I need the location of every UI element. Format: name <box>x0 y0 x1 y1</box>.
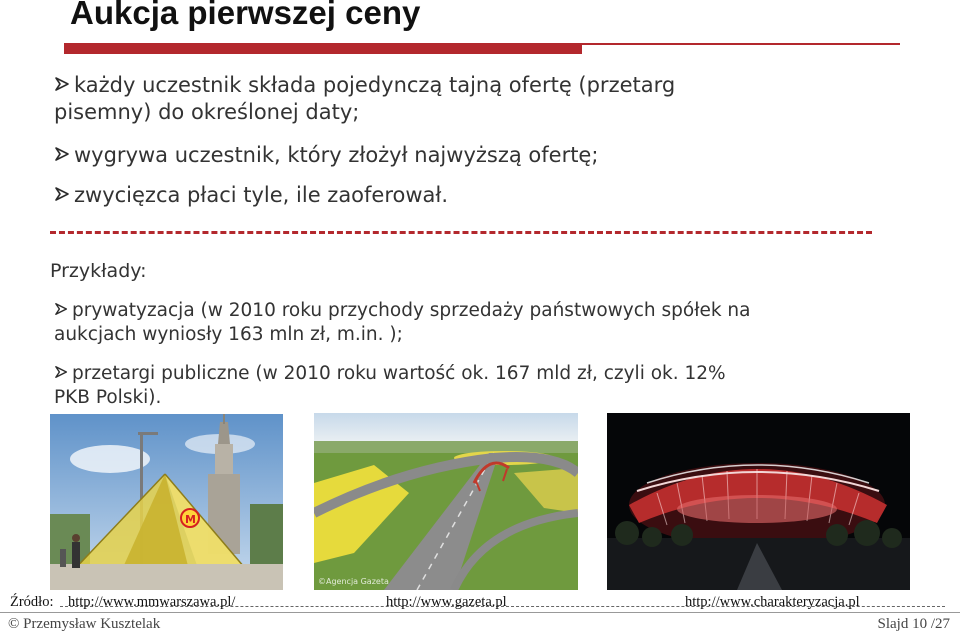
bullet-highest-bid-wins <box>54 142 598 169</box>
photo-watermark: ©Agencja Gazeta <box>318 577 389 586</box>
title-underline-rule <box>582 43 900 45</box>
source-link-charakteryzacja[interactable]: http://www.charakteryzacja.pl <box>685 594 860 610</box>
bullet-text: wygrywa uczestnik, który złożył najwyższą ofertę; <box>74 143 599 167</box>
bullet-public-tenders <box>54 362 726 410</box>
footer-author: © Przemysław Kusztelak <box>8 616 161 632</box>
arrow-bullet-icon <box>54 76 72 92</box>
bullet-sealed-bid <box>54 72 675 126</box>
slide-number: Slajd 10 /27 <box>877 616 950 632</box>
title-underline-bar <box>64 43 582 54</box>
arrow-bullet-icon <box>54 186 72 202</box>
photo-highway <box>314 413 578 590</box>
bullet-winner-pays-bid <box>54 182 448 209</box>
bullet-text: zwycięzca płaci tyle, ile zaoferował. <box>74 183 449 207</box>
bullet-text-continued: PKB Polski). <box>54 387 162 408</box>
bullet-text-continued: aukcjach wyniosły 163 mln zł, m.in. ); <box>54 324 403 345</box>
slide-title: Aukcja pierwszej ceny <box>70 0 421 31</box>
bullet-text: przetargi publiczne (w 2010 roku wartość ok. 167 mld zł, czyli ok. 12% <box>72 363 726 384</box>
bullet-privatization <box>54 299 751 347</box>
source-link-mmwarszawa[interactable]: http://www.mmwarszawa.pl/ <box>68 594 236 610</box>
bullet-text: każdy uczestnik składa pojedynczą tajną ofertę (przetarg <box>74 73 676 97</box>
bullet-text: prywatyzacja (w 2010 roku przychody sprzedaży państwowych spółek na <box>72 300 751 321</box>
bullet-text-continued: pisemny) do określonej daty; <box>54 100 360 124</box>
arrow-bullet-icon <box>54 365 70 379</box>
sources-label: Źródło: <box>10 594 54 610</box>
source-link-gazeta[interactable]: http://www.gazeta.pl <box>386 594 507 610</box>
arrow-bullet-icon <box>54 146 72 162</box>
photo-stadium <box>607 413 910 590</box>
examples-label: Przykłady: <box>50 260 147 282</box>
section-divider <box>50 231 872 234</box>
footer-divider <box>0 612 960 613</box>
photo-metro-pavilion <box>50 414 283 590</box>
svg-text:M: M <box>185 513 196 526</box>
arrow-bullet-icon <box>54 302 70 316</box>
